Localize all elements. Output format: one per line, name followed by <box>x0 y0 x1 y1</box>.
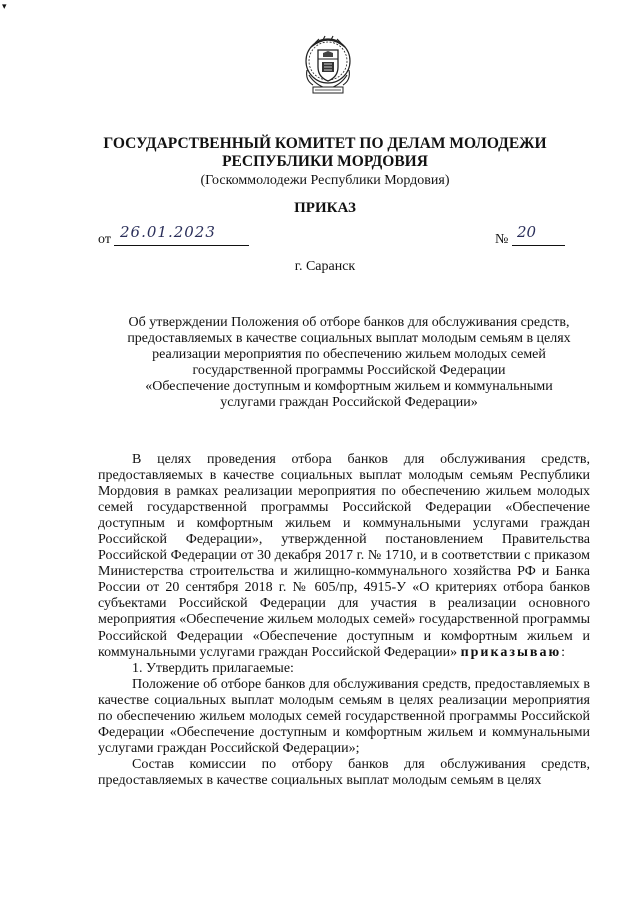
org-short-name: (Госкоммолодежи Республики Мордовия) <box>200 173 450 188</box>
document-title <box>108 315 590 411</box>
title-line: услугами граждан Российской Федерации» <box>220 395 478 410</box>
preamble-text: В целях проведения отбора банков для обслуживания средств, предоставляемых в качестве социальных выплат молодым семьям Республики Мордовия в рамках реализации мероприятия по обеспечению жильем молодых семей государственной программы Российской Федерации «Обеспечение доступным и комфортным жильем и коммунальными услугами граждан Российской Федерации», утвержденной постановлением Правительства Российской Федерации от 30 декабря 2017 г. № 1710, и в соответствии с приказом Министерства строительства и жилищно-коммунального хозяйства РФ и Банка России от 20 сентября 2018 г. № 605/пр, 4915-У «О критериях отбора банков субъектами Российской Федерации для участия в реализации основного мероприятия «Обеспечение жильем молодых семей» государственной программы Российской Федерации «Обеспечение доступным и комфортным жильем и коммунальными услугами граждан Российской Федерации» <box>98 452 590 660</box>
title-line: государственной программы Российской Федерации <box>192 363 506 378</box>
title-line: предоставляемых в качестве социальных выплат молодым семьям в целях <box>127 331 571 346</box>
org-name-line-2: РЕСПУБЛИКИ МОРДОВИЯ <box>222 153 428 170</box>
order-word: приказываю <box>460 644 562 660</box>
title-line: реализации мероприятия по обеспечению жильем молодых семей <box>152 347 546 362</box>
item-1-regulation: Положение об отборе банков для обслуживания средств, предоставляемых в качестве социальных выплат молодым семьям в целях реализации мероприятия по обеспечению жильем молодых семей государственной программы Российской Федерации «Обеспечение доступным и комфортным жильем и коммунальными услугами граждан Российской Федерации»; <box>98 676 590 756</box>
date-prefix: от <box>98 232 111 247</box>
document-body <box>98 452 590 789</box>
preamble-paragraph <box>98 452 590 661</box>
coat-of-arms-emblem-icon <box>303 35 353 97</box>
corner-mark: ▾ <box>2 1 7 11</box>
title-line: Об утверждении Положения об отборе банков для обслуживания средств, <box>128 315 570 330</box>
item-1: 1. Утвердить прилагаемые: <box>132 660 294 676</box>
date-underline <box>114 245 249 246</box>
date-handwritten: 26.01.2023 <box>120 223 216 241</box>
org-name-line-1: ГОСУДАРСТВЕННЫЙ КОМИТЕТ ПО ДЕЛАМ МОЛОДЕЖИ <box>103 135 547 152</box>
title-line: «Обеспечение доступным и комфортным жильем и коммунальными <box>145 379 553 394</box>
order-colon: : <box>561 644 566 660</box>
number-handwritten: 20 <box>517 223 537 241</box>
number-underline <box>512 245 565 246</box>
number-prefix: № <box>495 232 509 247</box>
document-type: ПРИКАЗ <box>294 200 356 216</box>
city: г. Саранск <box>294 259 356 274</box>
item-1-commission: Состав комиссии по отбору банков для обслуживания средств, предоставляемых в качестве социальных выплат молодым семьям в целях <box>98 756 590 788</box>
